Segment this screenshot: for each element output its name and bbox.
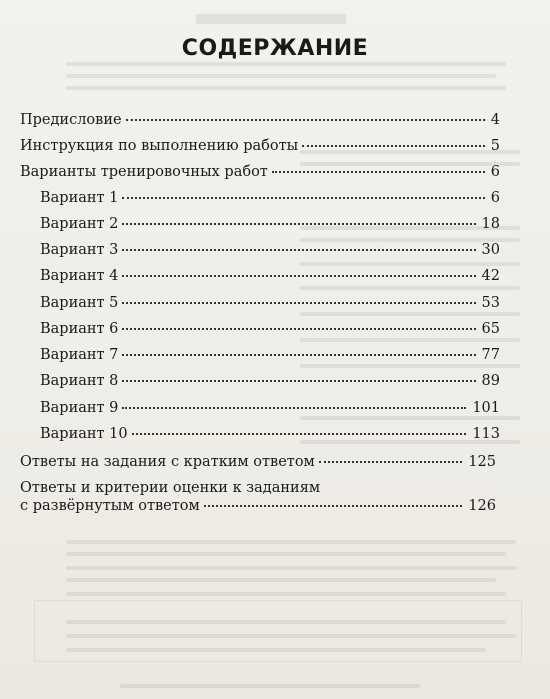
toc-entry-label: Инструкция по выполнению работы	[20, 138, 299, 154]
toc-entry-variant-1	[40, 189, 500, 207]
dot-leader	[319, 461, 462, 463]
toc-entry-page: 18	[481, 216, 500, 232]
page-title: СОДЕРЖАНИЕ	[181, 36, 369, 61]
toc-entry-page: 65	[481, 321, 500, 337]
toc-entry-page: 6	[490, 190, 500, 206]
toc-entry-variant-9	[40, 399, 500, 417]
toc-entry-instructions	[20, 137, 500, 155]
toc-entry-variant-4	[40, 267, 500, 285]
toc-entry-variants	[20, 163, 500, 181]
dot-leader	[204, 505, 463, 507]
dot-leader	[122, 354, 475, 356]
toc-entry-label: Вариант 1	[40, 190, 119, 206]
dot-leader	[122, 380, 475, 382]
toc-entry-variant-6	[40, 320, 500, 338]
dot-leader	[272, 171, 485, 173]
toc-entry-label: Вариант 9	[40, 400, 119, 416]
dot-leader	[122, 275, 475, 277]
toc-entry-foreword	[20, 111, 500, 129]
toc-entry-label: Ответы и критерии оценки к заданиям	[20, 480, 321, 496]
toc-entry-page: 5	[490, 138, 500, 154]
toc-entry-page: 6	[490, 164, 500, 180]
toc-entry-page: 42	[481, 268, 500, 284]
toc-entry-page: 53	[481, 295, 500, 311]
dot-leader	[122, 249, 475, 251]
toc-entry-variant-7	[40, 346, 500, 364]
toc-entry-page: 89	[481, 373, 500, 389]
toc-entry-page: 77	[481, 347, 500, 363]
toc-entry-label: Предисловие	[20, 112, 122, 128]
toc-entry-variant-5	[40, 294, 500, 312]
dot-leader	[126, 119, 485, 121]
toc-entry-page: 4	[490, 112, 500, 128]
toc-entry-label: Вариант 2	[40, 216, 119, 232]
toc-entry-variant-10	[40, 425, 500, 443]
toc-entry-label: Вариант 7	[40, 347, 119, 363]
toc-entry-detailed-answers	[20, 479, 496, 515]
toc-entry-label-continued: с развёрнутым ответом	[20, 498, 200, 514]
toc-entry-label: Варианты тренировочных работ	[20, 164, 268, 180]
toc-entry-page: 125	[468, 454, 496, 470]
toc-entry-variant-8	[40, 372, 500, 390]
toc-entry-line-1	[20, 479, 496, 497]
toc-entry-label: Ответы на задания с кратким ответом	[20, 454, 315, 470]
dot-leader	[132, 433, 467, 435]
dot-leader	[122, 328, 475, 330]
dot-leader	[122, 197, 484, 199]
dot-leader	[122, 302, 475, 304]
toc-entry-label: Вариант 10	[40, 426, 128, 442]
dot-leader	[302, 145, 485, 147]
toc-entry-page: 101	[472, 400, 500, 416]
toc-entry-page: 113	[472, 426, 500, 442]
toc-entry-short-answers	[20, 453, 496, 471]
toc-entry-line-2	[20, 497, 496, 515]
bleed-through-frame	[34, 600, 522, 662]
dot-leader	[122, 223, 475, 225]
toc-entry-label: Вариант 5	[40, 295, 119, 311]
toc-entry-label: Вариант 3	[40, 242, 119, 258]
dot-leader	[122, 407, 466, 409]
toc-entry-variant-3	[40, 241, 500, 259]
toc-entry-variant-2	[40, 215, 500, 233]
toc-entry-label: Вариант 6	[40, 321, 119, 337]
toc-entry-label: Вариант 4	[40, 268, 119, 284]
toc-entry-page: 126	[468, 498, 496, 514]
toc-entry-page: 30	[481, 242, 500, 258]
toc-entry-label: Вариант 8	[40, 373, 119, 389]
